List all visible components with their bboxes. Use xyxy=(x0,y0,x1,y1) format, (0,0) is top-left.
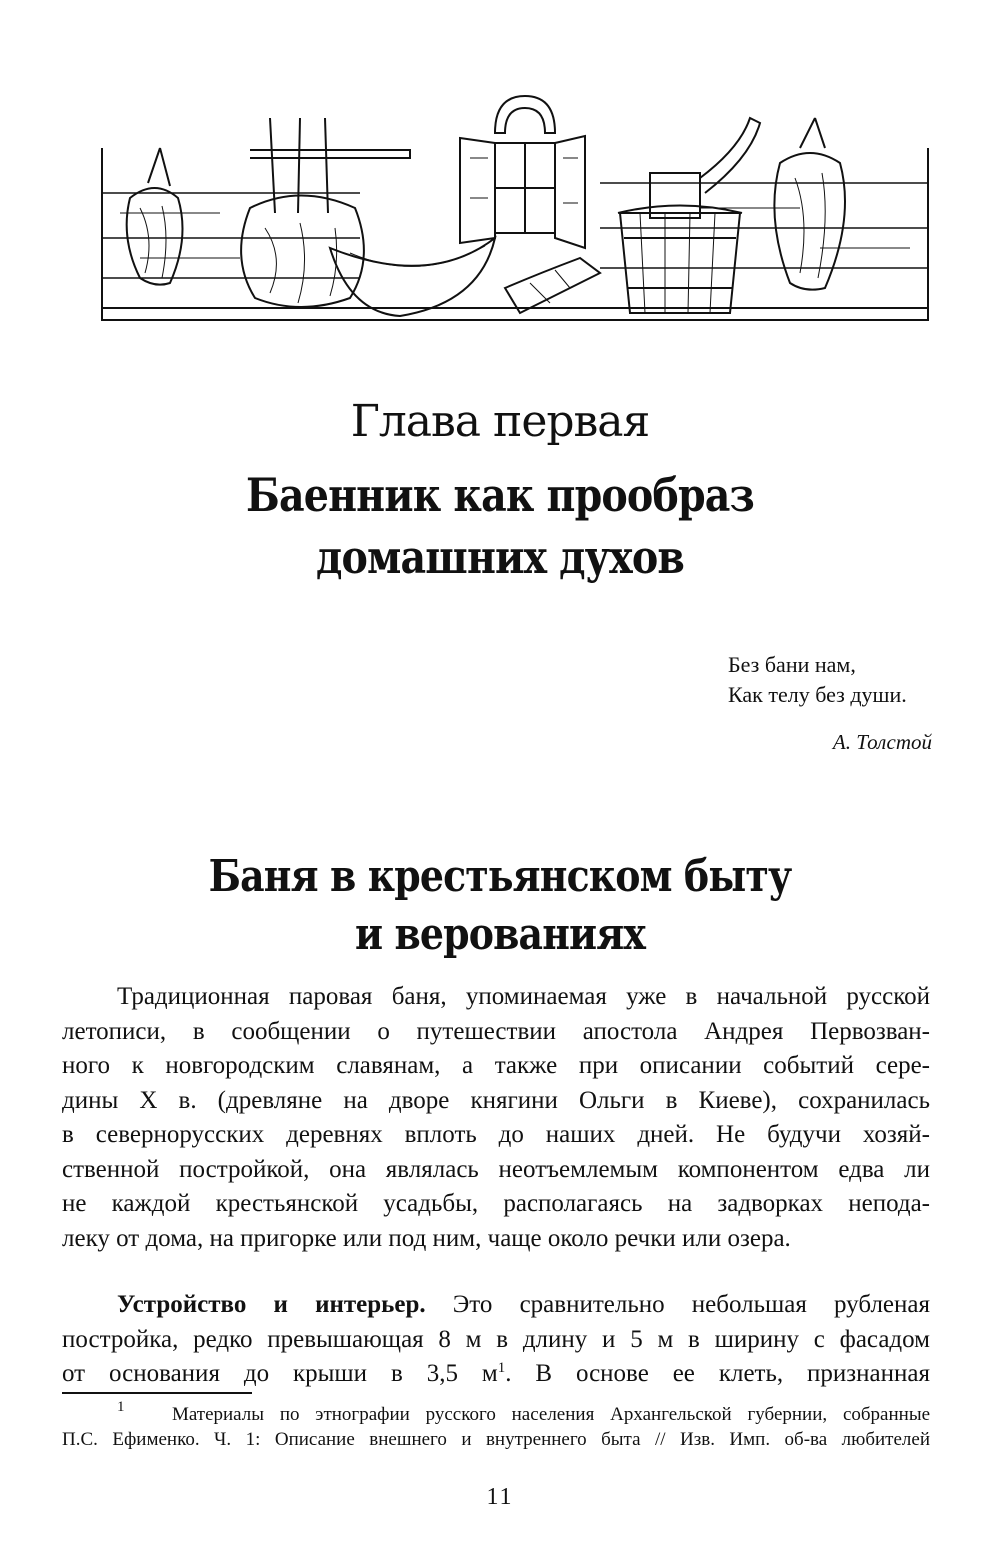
chapter-title xyxy=(70,464,930,588)
chapter-label: Глава первая xyxy=(350,396,650,447)
page-number: 11 xyxy=(486,1484,514,1510)
epigraph-author: А. Толстой xyxy=(832,730,932,754)
text-line: постройка, редко превышающая 8 м в длину и 5 м в ширину с фасадом xyxy=(62,1325,930,1353)
text-line xyxy=(62,1357,930,1392)
text-line xyxy=(62,1288,930,1323)
footnote-divider xyxy=(62,1392,252,1394)
text-fragment: Это сравнительно небольшая рубленая xyxy=(425,1291,930,1318)
epigraph xyxy=(728,650,938,710)
text-fragment: . В основе ее клеть, признанная xyxy=(505,1360,930,1387)
bathhouse-illustration xyxy=(100,88,930,328)
footnote-line: П.С. Ефименко. Ч. 1: Описание внешнего и внутреннего быта // Изв. Имп. об-ва любителей xyxy=(62,1429,930,1450)
text-fragment: Материалы по этнографии русского населения Архангельской губернии, собранные xyxy=(171,1404,931,1425)
footnote-marker: 1 xyxy=(117,1399,125,1415)
text-fragment: от основания до крыши в 3,5 м xyxy=(62,1360,498,1387)
epigraph-line: Как телу без души. xyxy=(728,682,907,707)
text-line: летописи, в сообщении о путешествии апостола Андрея Первозван- xyxy=(62,1017,930,1045)
footnote xyxy=(62,1399,931,1452)
text-line: в севернорусских деревнях вплоть до наших дней. Не будучи хозяй- xyxy=(62,1121,930,1148)
text-line: не каждой крестьянской усадьбы, располагаясь на задворках непода- xyxy=(62,1190,930,1217)
section-title xyxy=(70,848,930,964)
paragraph-lead: Устройство и интерьер. xyxy=(117,1291,426,1318)
footnote-ref: 1 xyxy=(497,1360,506,1376)
text-line: Традиционная паровая баня, упоминаемая уже в начальной русской xyxy=(117,983,930,1010)
section-title-line: и верованиях xyxy=(354,909,646,960)
chapter-title-line: Баенник как прообраз xyxy=(246,468,754,522)
text-line: дины X в. (древляне на дворе княгини Ольги в Киеве), сохранилась xyxy=(62,1086,930,1114)
epigraph-line: Без бани нам, xyxy=(728,652,856,677)
text-line: ственной постройкой, она являлась неотъемлемым компонентом едва ли xyxy=(62,1155,930,1183)
text-line: ного к новгородским славянам, а также при описании событий сере- xyxy=(62,1052,930,1079)
section-title-line: Баня в крестьянском быту xyxy=(208,851,792,902)
footnote-line xyxy=(62,1399,931,1427)
body-paragraph xyxy=(62,980,930,1256)
chapter-title-line: домашних духов xyxy=(315,530,685,584)
text-line: леку от дома, на пригорке или под ним, чаще около речки или озера. xyxy=(62,1224,791,1252)
body-paragraph xyxy=(62,1288,930,1392)
